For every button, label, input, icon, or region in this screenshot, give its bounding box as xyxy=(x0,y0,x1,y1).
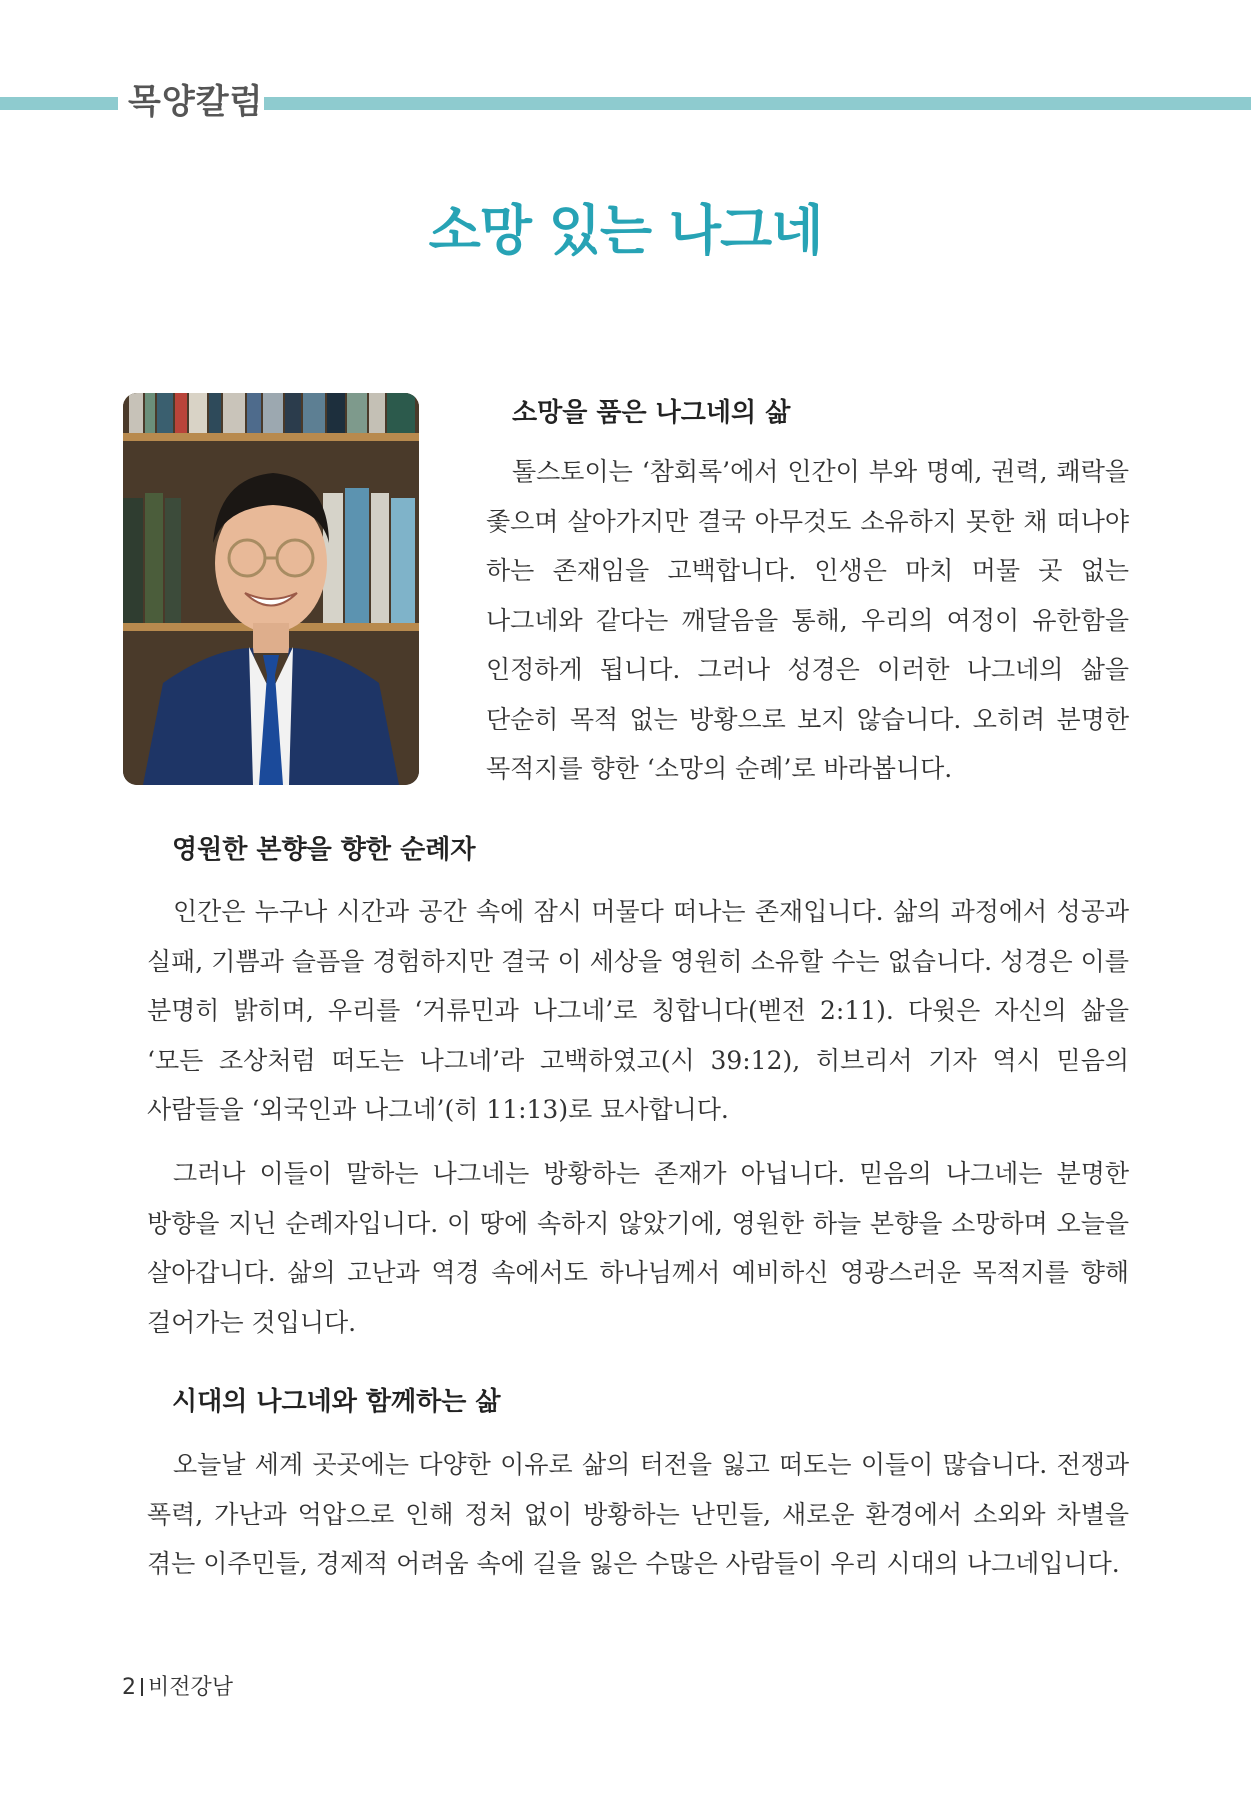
header-rule-right xyxy=(264,97,1251,110)
page-number: 2 xyxy=(122,1675,136,1700)
magazine-name: 비전강남 xyxy=(148,1675,234,1700)
article-paragraph: 그러나 이들이 말하는 나그네는 방황하는 존재가 아닙니다. 믿음의 나그네는 분명한 방향을 지닌 순례자입니다. 이 땅에 속하지 않았기에, 영원한 하늘 본향을 소망하며 오늘을 살아갑니다. 삶의 고난과 역경 속에서도 하나님께서 예비하신 영광스러운 목적지를 향해 걸어가는 것입니다. xyxy=(147,1159,1129,1337)
footer-divider xyxy=(141,1678,143,1696)
page-footer xyxy=(122,1673,233,1703)
section-heading: 시대의 나그네와 함께하는 삶 xyxy=(172,1387,501,1417)
pastor-portrait-photo xyxy=(123,393,419,785)
column-label: 목양칼럼 xyxy=(128,82,264,122)
article-title: 소망 있는 나그네 xyxy=(428,199,823,262)
portrait-illustration xyxy=(123,393,419,785)
section-heading: 영원한 본향을 향한 순례자 xyxy=(172,835,476,865)
section-heading: 소망을 품은 나그네의 삶 xyxy=(512,398,791,428)
header-rule-left xyxy=(0,97,118,110)
article-paragraph: 톨스토이는 ‘참회록’에서 인간이 부와 명예, 권력, 쾌락을 좇으며 살아가지만 결국 아무것도 소유하지 못한 채 떠나야 하는 존재임을 고백합니다. 인생은 마치 머물 곳 없는 나그네와 같다는 깨달음을 통해, 우리의 여정이 유한함을 인정하게 됩니다. 그러나 성경은 이러한 나그네의 삶을 단순히 목적 없는 방황으로 보지 않습니다. 오히려 분명한 목적지를 향한 ‘소망의 순례’로 바라봅니다. xyxy=(486,457,1129,783)
article-paragraph: 오늘날 세계 곳곳에는 다양한 이유로 삶의 터전을 잃고 떠도는 이들이 많습니다. 전쟁과 폭력, 가난과 억압으로 인해 정처 없이 방황하는 난민들, 새로운 환경에서 소외와 차별을 겪는 이주민들, 경제적 어려움 속에 길을 잃은 수많은 사람들이 우리 시대의 나그네입니다. xyxy=(147,1450,1129,1578)
article-paragraph: 인간은 누구나 시간과 공간 속에 잠시 머물다 떠나는 존재입니다. 삶의 과정에서 성공과 실패, 기쁨과 슬픔을 경험하지만 결국 이 세상을 영원히 소유할 수는 없습니다. 성경은 이를 분명히 밝히며, 우리를 ‘거류민과 나그네’로 칭합니다(벧전 2:11). 다윗은 자신의 삶을 ‘모든 조상처럼 떠도는 나그네’라 고백하였고(시 39:12), 히브리서 기자 역시 믿음의 사람들을 ‘외국인과 나그네’(히 11:13)로 묘사합니다. xyxy=(147,897,1129,1124)
